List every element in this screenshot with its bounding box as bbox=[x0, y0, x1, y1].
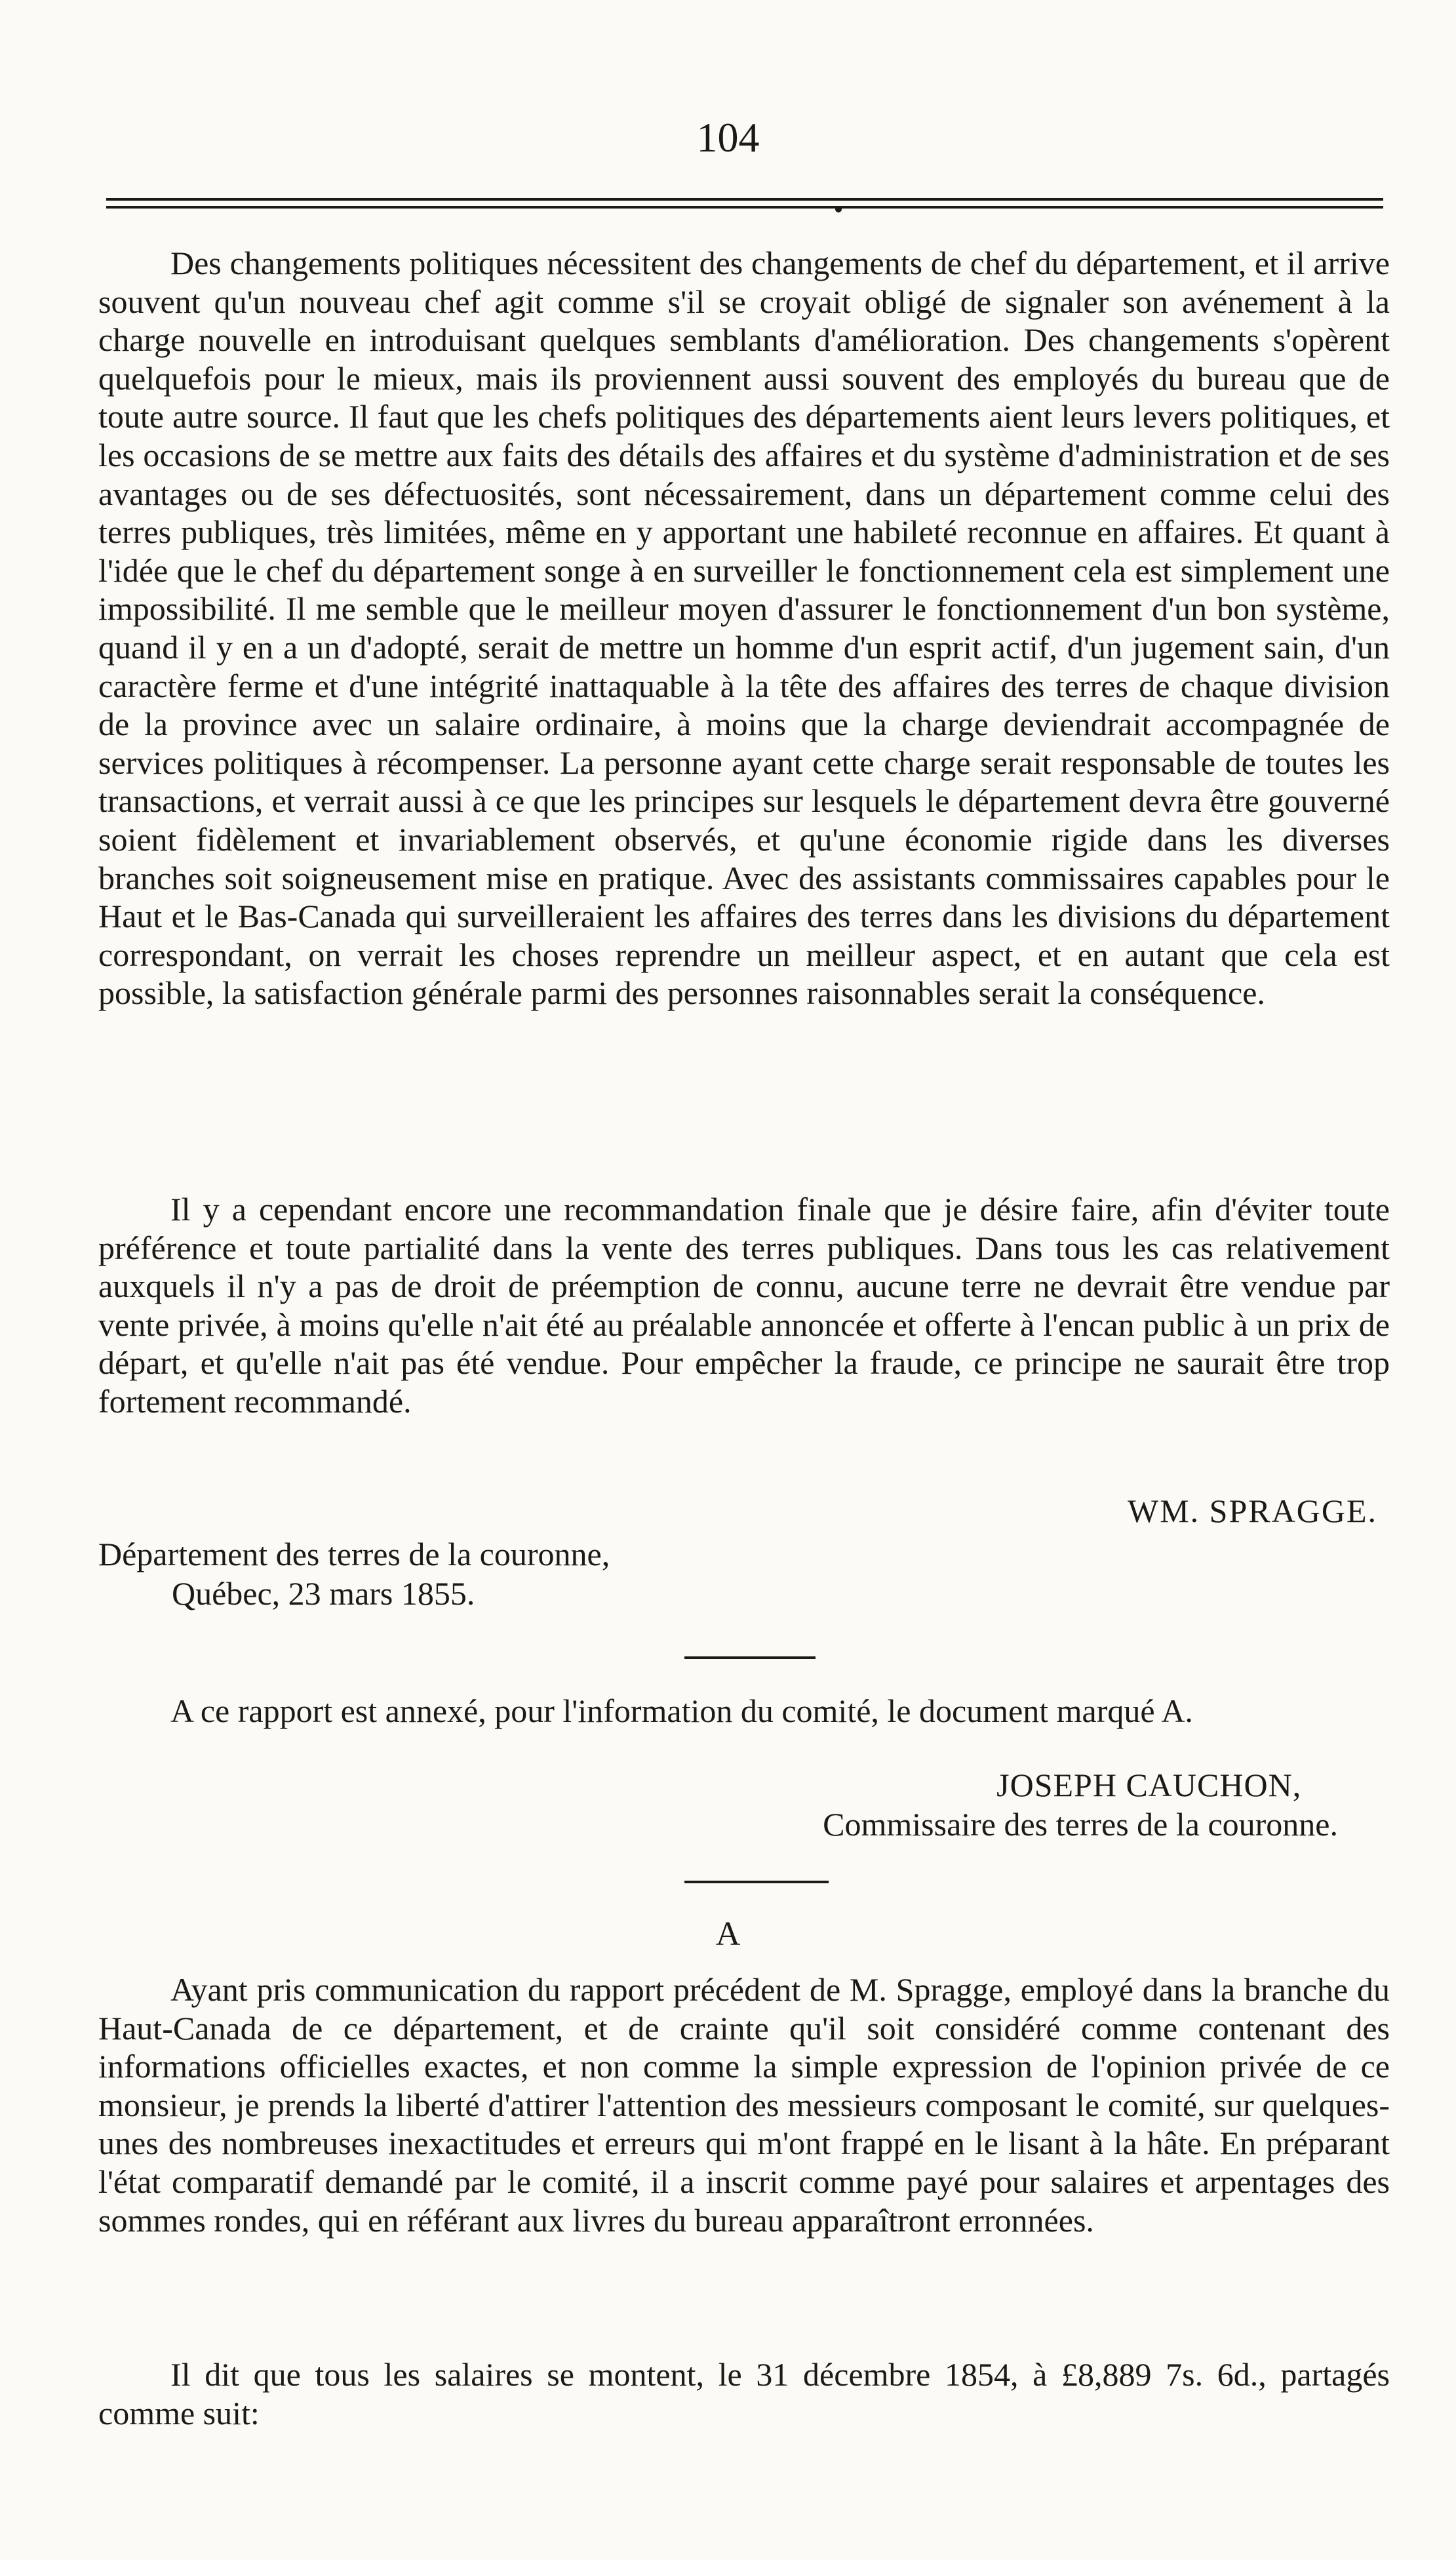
report-paragraph-2: Il y a cependant encore une recommandation finale que je désire faire, afin d'éviter toute préférence et toute partialité dans la vente des terres publiques. Dans tous les cas relativement auxquels il n'y a pas de droit de préemption de connu, aucune terre ne devrait être vendue par vente privée, à moins qu'elle n'ait été au préalable annoncée et offerte à l'encan public à un prix de départ, et qu'elle n'ait pas été vendue. Pour empêcher la fraude, ce principe ne saurait être trop fortement recommandé. bbox=[98, 1191, 1390, 1420]
section-divider-2 bbox=[684, 1881, 829, 1883]
report-paragraph-1: Des changements politiques nécessitent des changements de chef du département, et il arrive souvent qu'un nouveau chef agit comme s'il se croyait obligé de signaler son avénement à la charge nouvelle en introduisant quelques semblants d'amélioration. Des changements s'opèrent quelquefois pour le mieux, mais ils proviennent aussi souvent des employés du bureau que de toute autre source. Il faut que les chefs politiques des départements aient leurs levers politiques, et les occasions de se mettre aux faits des détails des affaires et du système d'administration et de ses avantages ou de ses défectuosités, sont nécessairement, dans un département comme celui des terres publiques, très limitées, même en y apportant une habileté reconnue en affaires. Et quant à l'idée que le chef du département songe à en surveiller le fonctionnement cela est simplement une impossibilité. Il me semble que le meilleur moyen d'assurer le fonctionnement d'un bon système, quand il y en a un d'adopté, serait de mettre un homme d'un esprit actif, d'un jugement sain, d'un caractère ferme et d'une intégrité inattaquable à la tête des affaires des terres de chaque division de la province avec un salaire ordinaire, à moins que la charge deviendrait accompagnée de services politiques à récompenser. La personne ayant cette charge serait responsable de toutes les transactions, et verrait aussi à ce que les principes sur lesquels le département devra être gouverné soient fidèlement et invariablement observés, et qu'une économie rigide dans les diverses branches soit soigneusement mise en pratique. Avec des assistants commissaires capables pour le Haut et le Bas-Canada qui surveilleraient les affaires des terres dans les divisions du département correspondant, on verrait les choses reprendre un meilleur aspect, et en autant que cela est possible, la satisfaction générale parmi des personnes raisonnables serait la conséquence. bbox=[98, 245, 1390, 1012]
signature-cauchon bbox=[823, 1765, 1338, 1844]
dateline-city-date: Québec, 23 mars 1855. bbox=[172, 1575, 475, 1612]
signer-title: Commissaire des terres de la couronne. bbox=[823, 1806, 1338, 1843]
section-a-paragraph-2: Il dit que tous les salaires se montent, le 31 décembre 1854, à £8,889 7s. 6d., partagés comme suit: bbox=[98, 2356, 1390, 2431]
header-double-rule bbox=[106, 198, 1383, 209]
dateline bbox=[98, 1534, 610, 1613]
section-heading-a: A bbox=[715, 1915, 741, 1953]
annex-note: A ce rapport est annexé, pour l'information du comité, le document marqué A. bbox=[170, 1692, 1193, 1729]
header-rule-dot bbox=[835, 206, 842, 212]
section-divider-1 bbox=[684, 1656, 816, 1659]
signature-spragge: WM. SPRAGGE. bbox=[1128, 1492, 1377, 1529]
signer-name: JOSEPH CAUCHON, bbox=[996, 1767, 1302, 1803]
section-a-paragraph-1: Ayant pris communication du rapport précédent de M. Spragge, employé dans la branche du Haut-Canada de ce département, et de crainte qu'il soit considéré comme contenant des informations officielles exactes, et non comme la simple expression de l'opinion privée de ce monsieur, je prends la liberté d'attirer l'attention des messieurs composant le comité, sur quelques-unes des nombreuses inexactitudes et erreurs qui m'ont frappé en le lisant à la hâte. En préparant l'état comparatif demandé par le comité, il a inscrit comme payé pour salaires et arpentages des sommes rondes, qui en référant aux livres du bureau apparaîtront erronnées. bbox=[98, 1971, 1390, 2239]
dateline-place: Département des terres de la couronne, bbox=[98, 1536, 610, 1572]
page-number: 104 bbox=[696, 114, 760, 161]
